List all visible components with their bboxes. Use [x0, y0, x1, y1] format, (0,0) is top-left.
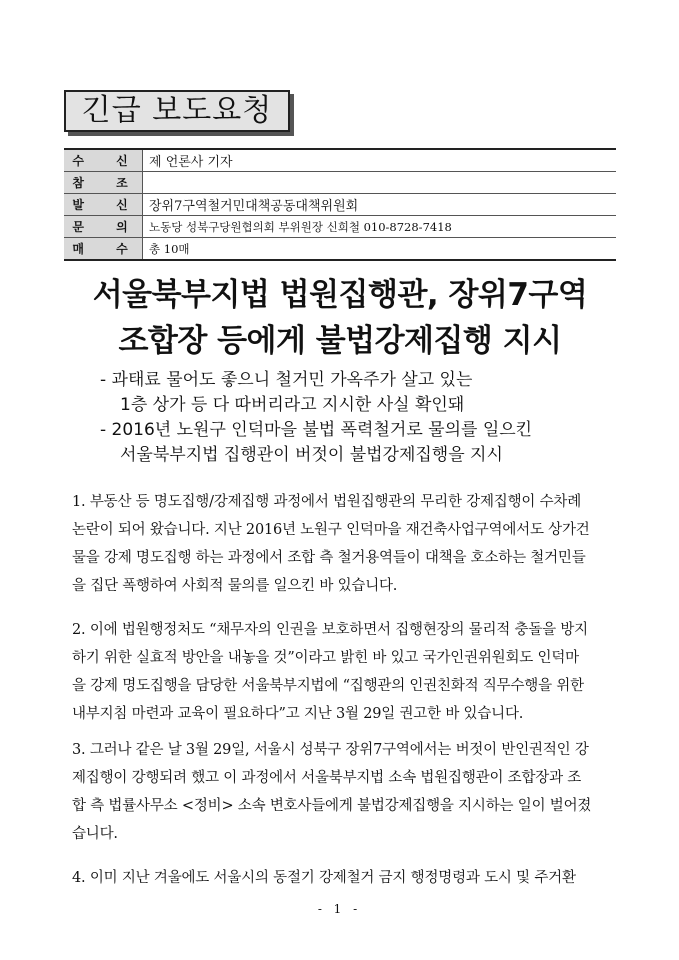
paragraph-line: 4. 이미 지난 겨울에도 서울시의 동절기 강제철거 금지 행정명령과 도시 및 주거환 — [72, 870, 576, 886]
page-number: - 1 - — [317, 902, 362, 916]
paragraph-4 — [72, 864, 617, 892]
meta-value — [143, 172, 617, 194]
subtitle — [100, 368, 640, 468]
subtitle-line: - 과태료 물어도 좋으니 철거민 가옥주가 살고 있는 — [100, 370, 473, 390]
subtitle-line: 1층 상가 등 다 따버리라고 지시한 사실 확인돼 — [120, 395, 465, 415]
meta-value: 제 언론사 기자 — [149, 155, 233, 170]
meta-row-sender — [64, 194, 616, 216]
headline — [60, 272, 620, 364]
subtitle-line: 서울북부지법 집행관이 버젓이 불법강제집행을 지시 — [120, 445, 503, 465]
paragraph-line: 3. 그러나 같은 날 3월 29일, 서울시 성북구 장위7구역에서는 버젓이 반인권적인 강 — [72, 742, 589, 758]
paragraph-line: 내부지침 마련과 교육이 필요하다”고 지난 3월 29일 권고한 바 있습니다. — [72, 706, 524, 722]
paragraph-line: 합 측 법률사무소 <정비> 소속 변호사들에게 불법강제집행을 지시하는 일이 벌어졌 — [72, 798, 592, 814]
meta-row-recipient — [64, 149, 616, 172]
paragraph-line: 을 집단 폭행하여 사회적 물의를 일으킨 바 있습니다. — [72, 578, 398, 594]
paragraph-line: 2. 이에 법원행정처도 “채무자의 인권을 보호하면서 집행현장의 물리적 충돌을 방지 — [72, 622, 588, 638]
meta-key: 매 수 — [64, 238, 143, 261]
meta-value: 노동당 성북구당원협의회 부위원장 신희철 010-8728-7418 — [143, 216, 617, 238]
meta-value: 장위7구역철거민대책공동대책위원회 — [143, 194, 617, 216]
paragraph-line: 논란이 되어 왔습니다. 지난 2016년 노원구 인덕마을 재건축사업구역에서도 상가건 — [72, 522, 590, 538]
paragraph-line: 을 강제 명도집행을 담당한 서울북부지법에 “집행관의 인권친화적 직무수행을 위한 — [72, 678, 584, 694]
meta-row-pages — [64, 238, 616, 261]
urgent-press-request-title: 긴급 보도요청 — [64, 90, 290, 132]
paragraph-line: 물을 강제 명도집행 하는 과정에서 조합 측 철거용역들이 대책을 호소하는 철거민들 — [72, 550, 586, 566]
header-info-table — [64, 148, 616, 261]
headline-line: 서울북부지법 법원집행관, 장위7구역 — [92, 277, 588, 313]
paragraph-line: 하기 위한 실효적 방안을 내놓을 것”이라고 밝힌 바 있고 국가인권위원회도 인덕마 — [72, 650, 579, 666]
paragraph-2 — [72, 616, 617, 728]
meta-key: 문 의 — [64, 216, 143, 238]
meta-key: 참 조 — [64, 172, 143, 194]
meta-key: 수 신 — [64, 149, 143, 172]
paragraph-3 — [72, 736, 617, 848]
paragraph-line: 1. 부동산 등 명도집행/강제집행 과정에서 법원집행관의 무리한 강제집행이 수차례 — [72, 494, 582, 510]
paragraph-1 — [72, 488, 617, 600]
paragraph-line: 제집행이 강행되려 했고 이 과정에서 서울북부지법 소속 법원집행관이 조합장과 조 — [72, 770, 582, 786]
meta-value: 총 10매 — [143, 238, 617, 261]
paragraph-line: 습니다. — [72, 826, 118, 842]
meta-row-reference — [64, 172, 616, 194]
headline-line: 조합장 등에게 불법강제집행 지시 — [118, 323, 562, 359]
meta-row-inquiry — [64, 216, 616, 238]
subtitle-line: - 2016년 노원구 인덕마을 불법 폭력철거로 물의를 일으킨 — [100, 420, 533, 440]
meta-key: 발 신 — [64, 194, 143, 216]
